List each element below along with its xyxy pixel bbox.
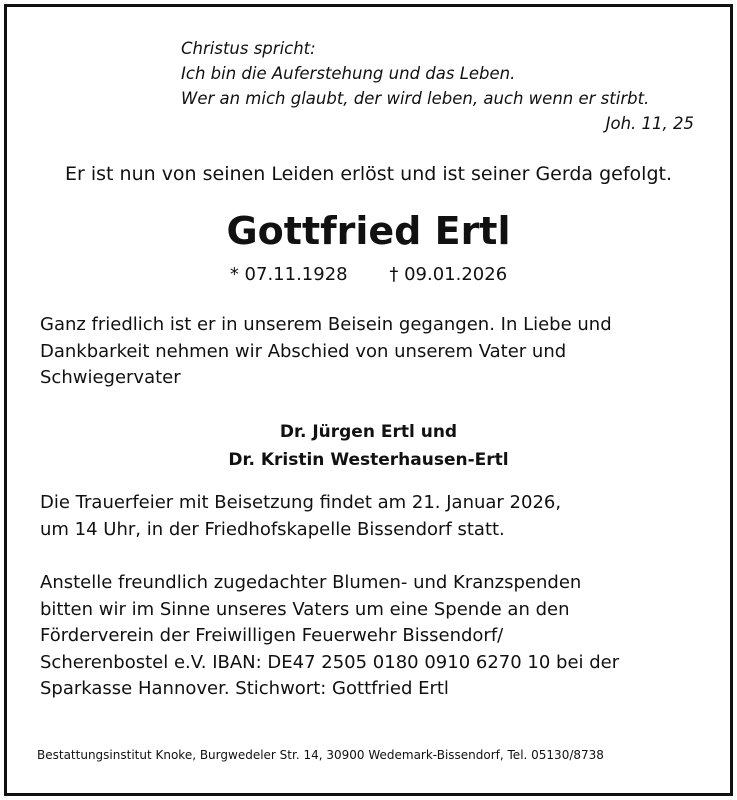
death-date: † 09.01.2026 <box>389 264 508 285</box>
verse-line: Ich bin die Auferstehung und das Leben. <box>181 64 516 83</box>
intro-text: Er ist nun von seinen Leiden erlöst und ist seiner Gerda gefolgt. <box>65 163 672 185</box>
deceased-name: Gottfried Ertl <box>226 209 511 253</box>
funeral-line: um 14 Uhr, in der Friedhofskapelle Bissendorf statt. <box>40 518 505 540</box>
mourner-name: Dr. Kristin Westerhausen-Ertl <box>228 450 509 470</box>
donation-line: Förderverein der Freiwilligen Feuerwehr Bissendorf/ <box>40 625 504 646</box>
farewell-paragraph <box>40 312 710 392</box>
verse-line: Christus spricht: <box>181 39 316 58</box>
life-dates <box>0 262 737 288</box>
farewell-line: Schwiegervater <box>40 367 181 388</box>
donation-line: Anstelle freundlich zugedachter Blumen- und Kranzspenden <box>40 572 582 593</box>
verse-reference: Joh. 11, 25 <box>605 114 694 133</box>
mourner-name: Dr. Jürgen Ertl und <box>279 422 458 442</box>
verse-line: Wer an mich glaubt, der wird leben, auch wenn er stirbt. <box>181 89 650 108</box>
funeral-paragraph <box>40 490 710 543</box>
donation-line: Scherenbostel e.V. IBAN: DE47 2505 0180 0910 6270 10 bei der <box>40 651 620 673</box>
farewell-line: Ganz friedlich ist er in unserem Beisein gegangen. In Liebe und <box>40 314 612 335</box>
birth-date: * 07.11.1928 <box>229 264 348 285</box>
mourners <box>0 418 737 474</box>
bible-verse <box>181 36 701 136</box>
farewell-line: Dankbarkeit nehmen wir Abschied von unserem Vater und <box>40 340 567 362</box>
funeral-line: Die Trauerfeier mit Beisetzung findet am 21. Januar 2026, <box>40 492 562 513</box>
donation-line: Sparkasse Hannover. Stichwort: Gottfried Ertl <box>40 678 449 699</box>
funeral-home-footer: Bestattungsinstitut Knoke, Burgwedeler Str. 14, 30900 Wedemark-Bissendorf, Tel. 05130/8738 <box>37 748 604 762</box>
donation-paragraph <box>40 570 710 703</box>
donation-line: bitten wir im Sinne unseres Vaters um eine Spende an den <box>40 598 570 620</box>
